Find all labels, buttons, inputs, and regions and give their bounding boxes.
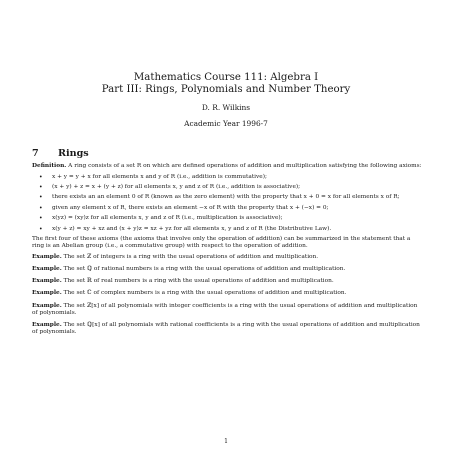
example-label: Example.: [32, 290, 62, 297]
example-label: Example.: [32, 265, 62, 272]
title-line-1: Mathematics Course 111: Algebra I: [133, 72, 319, 83]
title-block: [0, 72, 452, 128]
axiom-item: • x(yz) = (xy)z for all elements x, y and z of R (i.e., multiplication is associative);: [32, 215, 422, 222]
example-label: Example.: [32, 302, 62, 309]
title-line-2: Part III: Rings, Polynomials and Number Theory: [101, 84, 351, 95]
definition-intro: A ring consists of a set R on which are defined operations of addition and multiplication satisfying the following axioms:: [68, 163, 422, 169]
section-body: [32, 163, 422, 341]
example-text: The set ℤ[x] of all polynomials with integer coefficients is a ring with the usual operations of addition and multiplication of polynomials.: [32, 302, 418, 316]
example-paragraph: [32, 278, 422, 285]
section-heading: [32, 148, 89, 159]
axiom-list: [32, 174, 422, 233]
summary-paragraph: The first four of these axioms (the axioms that involve only the operation of addition) can be summarized in the statement that a ring is an Abelian group (i.e., a commutative group) with respect to the operation of addition.: [32, 235, 411, 250]
example-label: Example.: [32, 321, 62, 328]
author: D. R. Wilkins: [201, 103, 251, 112]
axiom-item: • x + y = y + x for all elements x and y of R (i.e., addition is commutative);: [32, 174, 422, 181]
example-text: The set ℚ of rational numbers is a ring with the usual operations of addition and multiplication.: [63, 265, 346, 272]
axiom-item: • there exists an an element 0 of R (known as the zero element) with the property that x + 0 = x for all elements x of R;: [32, 194, 422, 201]
axiom-item: • x(y + z) = xy + xz and (x + y)z = xz + yz for all elements x, y and z of R (the Distributive Law).: [32, 226, 422, 233]
axiom-item: • (x + y) + z = x + (y + z) for all elements x, y and z of R (i.e., addition is associative);: [32, 184, 422, 191]
definition-paragraph: [32, 163, 422, 170]
example-paragraph: [32, 322, 422, 336]
example-label: Example.: [32, 253, 62, 260]
example-text: The set ℚ[x] of all polynomials with rational coefficients is a ring with the usual operations of addition and multiplication of polynomials.: [32, 321, 420, 336]
example-label: Example.: [32, 278, 62, 285]
axiom-item: • given any element x of R, there exists an element −x of R with the property that x + (−x) = 0;: [32, 205, 422, 212]
example-paragraph: [32, 290, 422, 297]
example-text: The set ℤ of integers is a ring with the usual operations of addition and multiplication.: [63, 253, 319, 260]
section-title: Rings: [58, 148, 89, 159]
example-paragraph: [32, 303, 422, 317]
example-paragraph: [32, 254, 422, 261]
example-text: The set ℝ of real numbers is a ring with the usual operations of addition and multiplication.: [63, 278, 334, 285]
academic-year: Academic Year 1996-7: [184, 119, 268, 128]
example-text: The set ℂ of complex numbers is a ring with the usual operations of addition and multiplication.: [63, 290, 347, 297]
page-number: 1: [224, 438, 228, 445]
example-paragraph: [32, 266, 422, 273]
definition-label: Definition.: [32, 163, 67, 169]
section-number: 7: [32, 148, 39, 159]
